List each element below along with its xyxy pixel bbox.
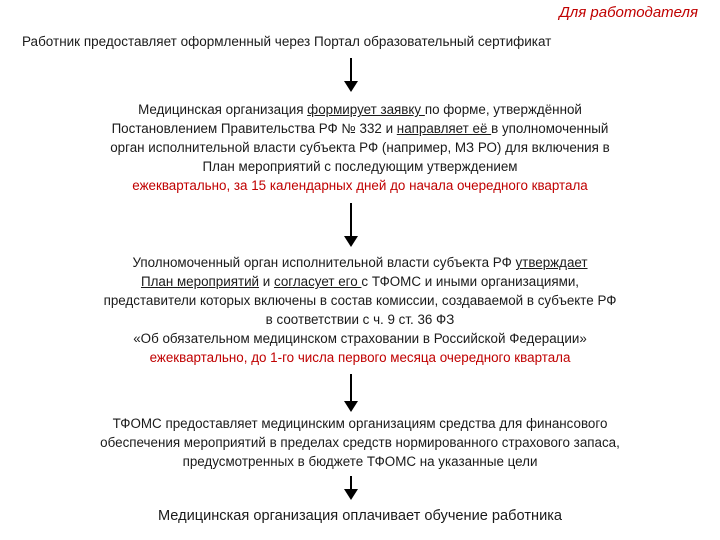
step1-line-4: План мероприятий с последующим утверждением xyxy=(202,159,518,174)
step1-emph-sends: направляет её xyxy=(396,121,492,136)
step2-emph-plan: План мероприятий xyxy=(140,274,260,289)
step1-line-2: Постановлением Правительства РФ № 332 и направляет её в уполномоченный xyxy=(111,121,609,136)
step1-line-1: Медицинская организация формирует заявку по форме, утверждённой xyxy=(138,102,582,117)
flow-arrow-1 xyxy=(343,58,359,92)
step-approve-plan xyxy=(40,253,680,367)
step2-line-3: представители которых включены в состав комиссии, создаваемой в субъекте РФ xyxy=(103,293,617,308)
final-step: Медицинская организация оплачивает обучение работника xyxy=(157,508,563,524)
step2-line-1: Уполномоченный орган исполнительной власти субъекта РФ утверждает xyxy=(132,255,588,270)
audience-label: Для работодателя xyxy=(559,4,698,21)
step2-emph-agrees: согласует его xyxy=(273,274,362,289)
step2-line-5: «Об обязательном медицинском страховании в Российской Федерации» xyxy=(133,331,587,346)
step1-line-3: орган исполнительной власти субъекта РФ (например, МЗ РО) для включения в xyxy=(110,140,610,155)
intro-step: Работник предоставляет оформленный через Портал образовательный сертификат xyxy=(22,34,552,49)
flow-arrow-3 xyxy=(343,374,359,412)
step-tfoms-funds xyxy=(40,414,680,471)
step2-line-2: План мероприятий и согласует его с ТФОМС и иными организациями, xyxy=(140,274,580,289)
step1-deadline: ежеквартально, за 15 календарных дней до начала очередного квартала xyxy=(132,178,588,193)
step3-line-2: обеспечения мероприятий в пределах средств нормированного страхового запаса, xyxy=(100,435,620,450)
step1-emph-forms: формирует заявку xyxy=(307,102,425,117)
step2-line-4: в соответствии с ч. 9 ст. 36 ФЗ xyxy=(265,312,455,327)
step2-emph-approves: утверждает xyxy=(515,255,588,270)
step3-line-1: ТФОМС предоставляет медицинским организациям средства для финансового xyxy=(112,416,608,431)
flow-arrow-2 xyxy=(343,203,359,247)
flow-arrow-4 xyxy=(343,476,359,500)
step2-deadline: ежеквартально, до 1-го числа первого месяца очередного квартала xyxy=(149,350,571,365)
step-form-application xyxy=(40,100,680,195)
step3-line-3: предусмотренных в бюджете ТФОМС на указанные цели xyxy=(182,454,538,469)
